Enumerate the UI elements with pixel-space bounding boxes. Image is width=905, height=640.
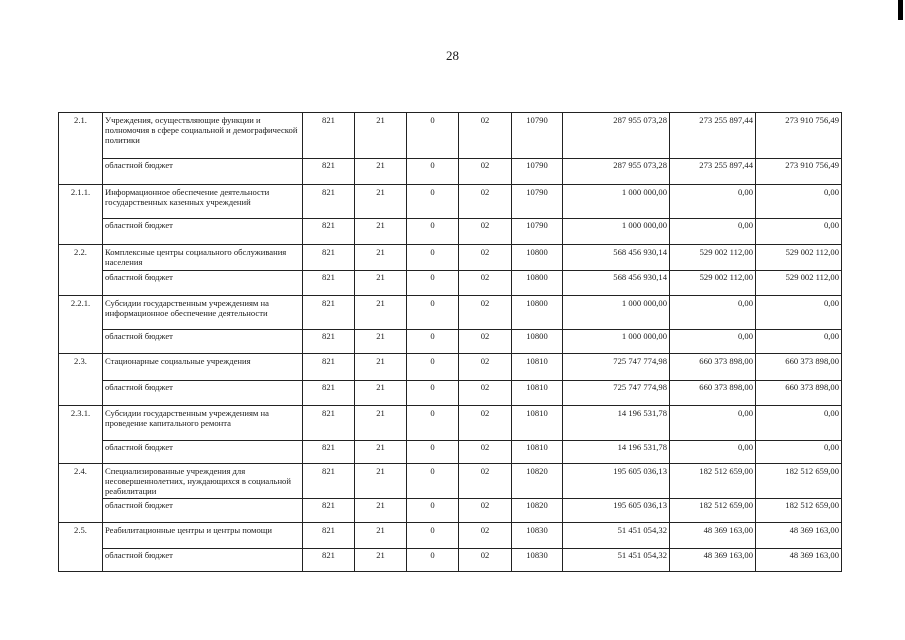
row-name-cell: областной бюджет (103, 499, 303, 523)
amount-cell-3: 48 369 163,00 (756, 549, 842, 572)
amount-cell-3: 529 002 112,00 (756, 271, 842, 296)
amount-cell-1: 1 000 000,00 (563, 185, 670, 219)
amount-cell-2: 660 373 898,00 (670, 381, 756, 406)
table-row (59, 185, 842, 219)
code-cell-2: 21 (355, 330, 407, 354)
code-cell-2: 21 (355, 113, 407, 159)
table-body (59, 113, 842, 572)
row-name-cell: областной бюджет (103, 159, 303, 185)
amount-cell-1: 14 196 531,78 (563, 441, 670, 464)
row-name-cell: Специализированные учреждения для несовершеннолетних, нуждающихся в социальной реабилитации (103, 464, 303, 499)
row-number-cell: 2.1.1. (59, 185, 103, 219)
amount-cell-3: 273 910 756,49 (756, 113, 842, 159)
code-cell-4: 02 (459, 464, 512, 499)
table-row (59, 113, 842, 159)
code-cell-1: 821 (303, 159, 355, 185)
amount-cell-2: 182 512 659,00 (670, 499, 756, 523)
table-subrow (59, 271, 842, 296)
code-cell-4: 02 (459, 381, 512, 406)
code-cell-4: 02 (459, 549, 512, 572)
row-name-cell: Стационарные социальные учреждения (103, 354, 303, 381)
row-number-cell (59, 499, 103, 523)
amount-cell-1: 195 605 036,13 (563, 464, 670, 499)
code-cell-5: 10810 (512, 354, 563, 381)
table-row (59, 354, 842, 381)
code-cell-2: 21 (355, 296, 407, 330)
row-name-cell: областной бюджет (103, 330, 303, 354)
code-cell-5: 10810 (512, 441, 563, 464)
amount-cell-1: 1 000 000,00 (563, 219, 670, 245)
row-number-cell (59, 381, 103, 406)
code-cell-1: 821 (303, 441, 355, 464)
code-cell-4: 02 (459, 296, 512, 330)
code-cell-3: 0 (407, 271, 459, 296)
scan-edge-mark (898, 0, 903, 20)
code-cell-4: 02 (459, 113, 512, 159)
table-subrow (59, 549, 842, 572)
code-cell-1: 821 (303, 523, 355, 549)
code-cell-1: 821 (303, 354, 355, 381)
row-number-cell: 2.2. (59, 245, 103, 271)
table-row (59, 296, 842, 330)
code-cell-5: 10790 (512, 185, 563, 219)
amount-cell-2: 529 002 112,00 (670, 245, 756, 271)
code-cell-1: 821 (303, 381, 355, 406)
code-cell-3: 0 (407, 381, 459, 406)
code-cell-5: 10830 (512, 523, 563, 549)
row-number-cell (59, 330, 103, 354)
row-number-cell: 2.5. (59, 523, 103, 549)
table-subrow (59, 159, 842, 185)
code-cell-2: 21 (355, 441, 407, 464)
code-cell-5: 10820 (512, 499, 563, 523)
code-cell-2: 21 (355, 271, 407, 296)
code-cell-3: 0 (407, 113, 459, 159)
code-cell-3: 0 (407, 406, 459, 441)
table-subrow (59, 219, 842, 245)
amount-cell-3: 0,00 (756, 296, 842, 330)
code-cell-1: 821 (303, 464, 355, 499)
row-number-cell: 2.1. (59, 113, 103, 159)
code-cell-4: 02 (459, 185, 512, 219)
code-cell-5: 10820 (512, 464, 563, 499)
code-cell-3: 0 (407, 464, 459, 499)
row-number-cell (59, 159, 103, 185)
code-cell-3: 0 (407, 245, 459, 271)
code-cell-3: 0 (407, 185, 459, 219)
table-row (59, 406, 842, 441)
code-cell-5: 10790 (512, 219, 563, 245)
code-cell-1: 821 (303, 245, 355, 271)
code-cell-4: 02 (459, 499, 512, 523)
code-cell-4: 02 (459, 219, 512, 245)
code-cell-4: 02 (459, 441, 512, 464)
row-name-cell: областной бюджет (103, 441, 303, 464)
row-number-cell (59, 549, 103, 572)
code-cell-2: 21 (355, 245, 407, 271)
row-number-cell: 2.3.1. (59, 406, 103, 441)
table-row (59, 464, 842, 499)
code-cell-1: 821 (303, 271, 355, 296)
amount-cell-3: 182 512 659,00 (756, 464, 842, 499)
code-cell-1: 821 (303, 185, 355, 219)
row-name-cell: Учреждения, осуществляющие функции и полномочия в сфере социальной и демографической политики (103, 113, 303, 159)
table-row (59, 245, 842, 271)
code-cell-1: 821 (303, 113, 355, 159)
code-cell-2: 21 (355, 219, 407, 245)
code-cell-1: 821 (303, 499, 355, 523)
code-cell-1: 821 (303, 219, 355, 245)
amount-cell-1: 195 605 036,13 (563, 499, 670, 523)
amount-cell-3: 273 910 756,49 (756, 159, 842, 185)
amount-cell-2: 48 369 163,00 (670, 523, 756, 549)
amount-cell-2: 660 373 898,00 (670, 354, 756, 381)
table-subrow (59, 330, 842, 354)
row-name-cell: Реабилитационные центры и центры помощи (103, 523, 303, 549)
amount-cell-1: 1 000 000,00 (563, 330, 670, 354)
amount-cell-2: 48 369 163,00 (670, 549, 756, 572)
amount-cell-3: 660 373 898,00 (756, 381, 842, 406)
amount-cell-2: 182 512 659,00 (670, 464, 756, 499)
row-name-cell: областной бюджет (103, 549, 303, 572)
amount-cell-2: 273 255 897,44 (670, 113, 756, 159)
amount-cell-3: 48 369 163,00 (756, 523, 842, 549)
table-subrow (59, 441, 842, 464)
budget-table (58, 112, 842, 572)
code-cell-1: 821 (303, 330, 355, 354)
code-cell-5: 10800 (512, 330, 563, 354)
code-cell-2: 21 (355, 464, 407, 499)
amount-cell-2: 273 255 897,44 (670, 159, 756, 185)
code-cell-4: 02 (459, 271, 512, 296)
code-cell-3: 0 (407, 523, 459, 549)
code-cell-2: 21 (355, 406, 407, 441)
table-row (59, 523, 842, 549)
row-number-cell: 2.3. (59, 354, 103, 381)
amount-cell-2: 0,00 (670, 441, 756, 464)
table-subrow (59, 381, 842, 406)
amount-cell-3: 0,00 (756, 441, 842, 464)
amount-cell-2: 0,00 (670, 296, 756, 330)
amount-cell-1: 725 747 774,98 (563, 354, 670, 381)
amount-cell-2: 0,00 (670, 330, 756, 354)
row-name-cell: Субсидии государственным учреждениям на информационное обеспечение деятельности (103, 296, 303, 330)
code-cell-3: 0 (407, 354, 459, 381)
code-cell-4: 02 (459, 406, 512, 441)
code-cell-5: 10810 (512, 406, 563, 441)
amount-cell-1: 568 456 930,14 (563, 245, 670, 271)
code-cell-1: 821 (303, 296, 355, 330)
row-name-cell: областной бюджет (103, 271, 303, 296)
row-number-cell (59, 441, 103, 464)
amount-cell-2: 0,00 (670, 406, 756, 441)
code-cell-1: 821 (303, 549, 355, 572)
code-cell-2: 21 (355, 499, 407, 523)
code-cell-5: 10800 (512, 245, 563, 271)
code-cell-3: 0 (407, 499, 459, 523)
amount-cell-3: 529 002 112,00 (756, 245, 842, 271)
code-cell-3: 0 (407, 296, 459, 330)
amount-cell-1: 568 456 930,14 (563, 271, 670, 296)
code-cell-5: 10830 (512, 549, 563, 572)
amount-cell-3: 660 373 898,00 (756, 354, 842, 381)
code-cell-2: 21 (355, 381, 407, 406)
row-number-cell (59, 271, 103, 296)
code-cell-2: 21 (355, 185, 407, 219)
code-cell-3: 0 (407, 159, 459, 185)
code-cell-5: 10790 (512, 159, 563, 185)
amount-cell-1: 51 451 054,32 (563, 523, 670, 549)
amount-cell-2: 0,00 (670, 185, 756, 219)
code-cell-5: 10800 (512, 271, 563, 296)
code-cell-2: 21 (355, 523, 407, 549)
amount-cell-3: 0,00 (756, 406, 842, 441)
code-cell-1: 821 (303, 406, 355, 441)
amount-cell-3: 0,00 (756, 219, 842, 245)
code-cell-4: 02 (459, 354, 512, 381)
code-cell-3: 0 (407, 441, 459, 464)
amount-cell-1: 287 955 073,28 (563, 113, 670, 159)
row-name-cell: областной бюджет (103, 381, 303, 406)
code-cell-2: 21 (355, 549, 407, 572)
code-cell-5: 10800 (512, 296, 563, 330)
code-cell-4: 02 (459, 245, 512, 271)
amount-cell-3: 182 512 659,00 (756, 499, 842, 523)
page-number: 28 (446, 48, 459, 63)
amount-cell-1: 287 955 073,28 (563, 159, 670, 185)
row-name-cell: Информационное обеспечение деятельности государственных казенных учреждений (103, 185, 303, 219)
code-cell-2: 21 (355, 354, 407, 381)
row-name-cell: областной бюджет (103, 219, 303, 245)
code-cell-4: 02 (459, 159, 512, 185)
amount-cell-3: 0,00 (756, 330, 842, 354)
code-cell-3: 0 (407, 549, 459, 572)
amount-cell-1: 725 747 774,98 (563, 381, 670, 406)
amount-cell-3: 0,00 (756, 185, 842, 219)
row-name-cell: Комплексные центры социального обслуживания населения (103, 245, 303, 271)
row-number-cell (59, 219, 103, 245)
code-cell-4: 02 (459, 330, 512, 354)
row-number-cell: 2.2.1. (59, 296, 103, 330)
amount-cell-1: 1 000 000,00 (563, 296, 670, 330)
code-cell-5: 10810 (512, 381, 563, 406)
amount-cell-1: 14 196 531,78 (563, 406, 670, 441)
amount-cell-1: 51 451 054,32 (563, 549, 670, 572)
amount-cell-2: 529 002 112,00 (670, 271, 756, 296)
code-cell-5: 10790 (512, 113, 563, 159)
code-cell-2: 21 (355, 159, 407, 185)
row-number-cell: 2.4. (59, 464, 103, 499)
amount-cell-2: 0,00 (670, 219, 756, 245)
table-subrow (59, 499, 842, 523)
code-cell-3: 0 (407, 219, 459, 245)
code-cell-3: 0 (407, 330, 459, 354)
code-cell-4: 02 (459, 523, 512, 549)
row-name-cell: Субсидии государственным учреждениям на проведение капитального ремонта (103, 406, 303, 441)
